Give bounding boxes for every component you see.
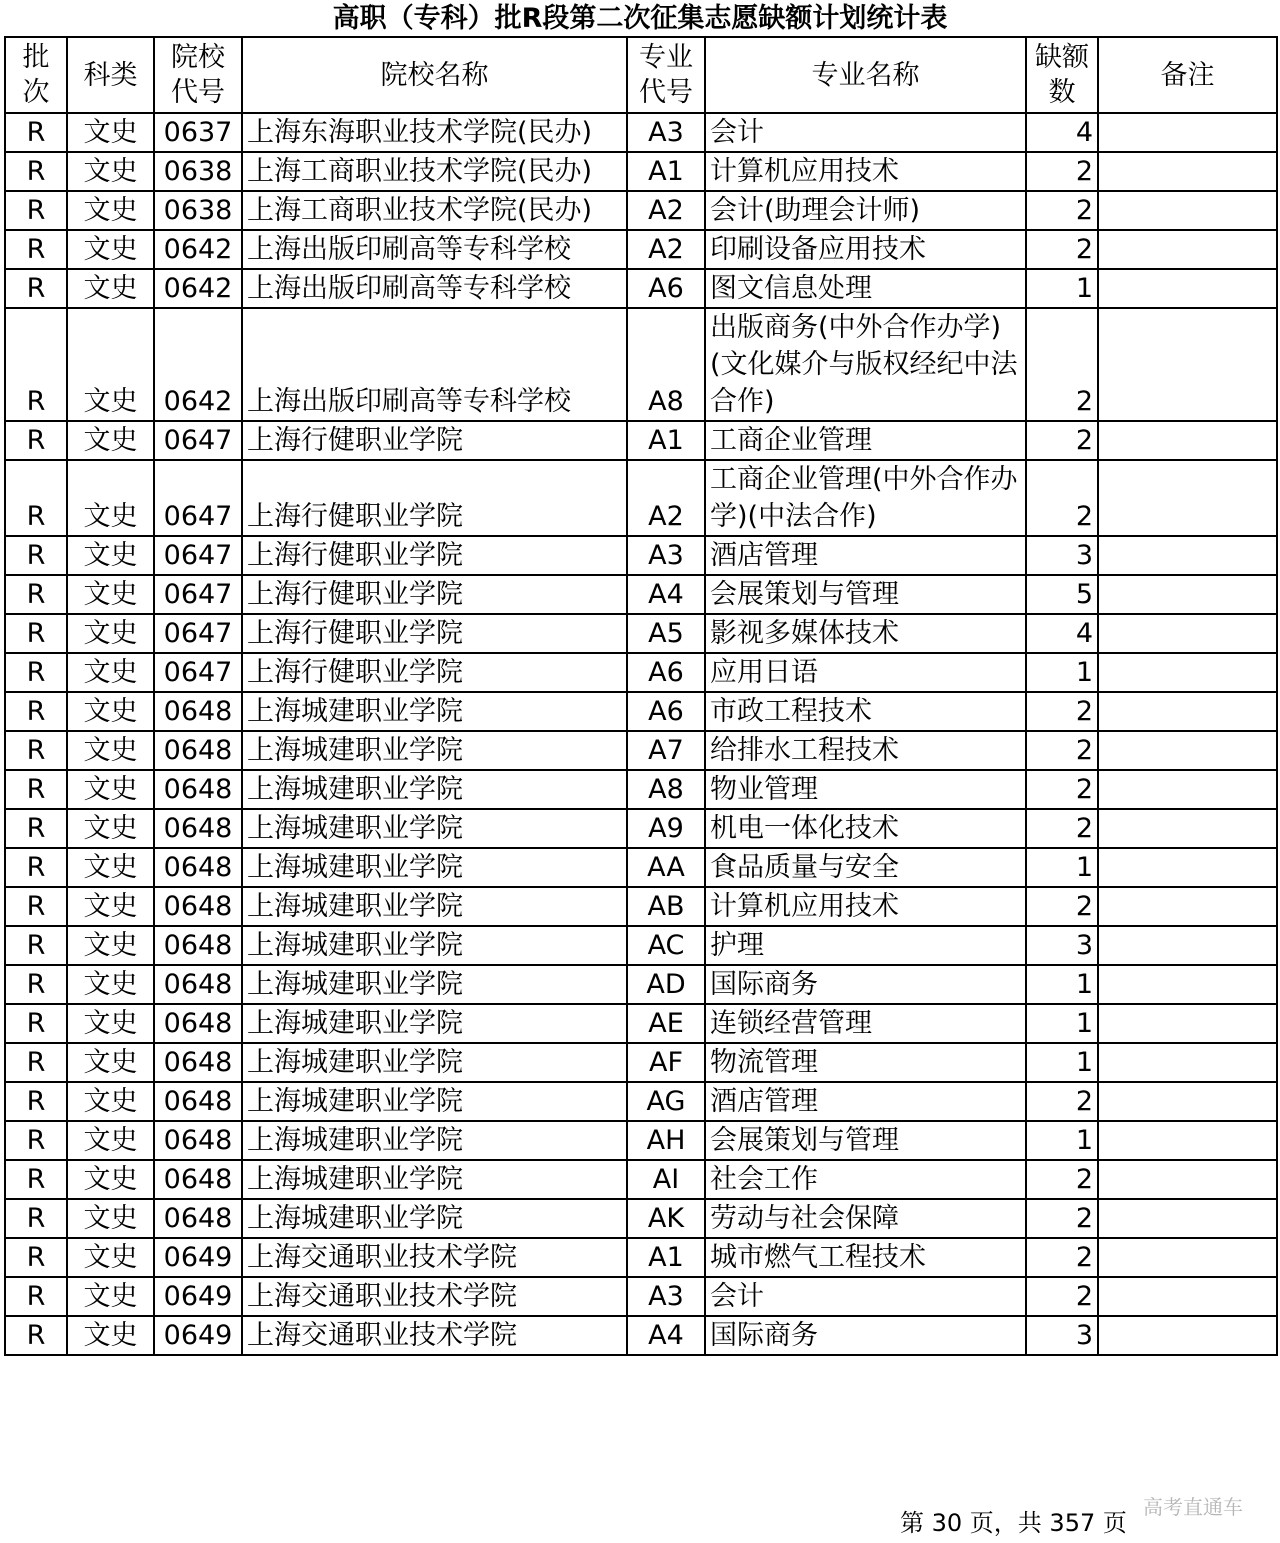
cell-school-name: 上海交通职业技术学院 bbox=[242, 1238, 627, 1277]
cell-remarks bbox=[1098, 1082, 1277, 1121]
cell-remarks bbox=[1098, 731, 1277, 770]
cell-shortfall: 3 bbox=[1026, 1316, 1098, 1355]
cell-major-code: AF bbox=[627, 1043, 705, 1082]
cell-remarks bbox=[1098, 460, 1277, 536]
table-row bbox=[5, 308, 1277, 421]
cell-remarks bbox=[1098, 614, 1277, 653]
cell-remarks bbox=[1098, 809, 1277, 848]
cell-remarks bbox=[1098, 1199, 1277, 1238]
cell-batch: R bbox=[5, 308, 67, 421]
cell-school-name: 上海城建职业学院 bbox=[242, 1160, 627, 1199]
cell-major-name: 城市燃气工程技术 bbox=[705, 1238, 1026, 1277]
cell-batch: R bbox=[5, 536, 67, 575]
cell-major-code: AD bbox=[627, 965, 705, 1004]
page-title: 高职（专科）批R段第二次征集志愿缺额计划统计表 bbox=[332, 3, 948, 34]
cell-major-code: A7 bbox=[627, 731, 705, 770]
table-row bbox=[5, 1004, 1277, 1043]
cell-major-name: 计算机应用技术 bbox=[705, 152, 1026, 191]
cell-major-name: 酒店管理 bbox=[705, 1082, 1026, 1121]
cell-category: 文史 bbox=[67, 308, 154, 421]
cell-major-name: 印刷设备应用技术 bbox=[705, 230, 1026, 269]
table-row bbox=[5, 614, 1277, 653]
header-cell-shortfall: 缺额数 bbox=[1026, 37, 1098, 113]
cell-major-code: A1 bbox=[627, 1238, 705, 1277]
cell-category: 文史 bbox=[67, 1316, 154, 1355]
cell-school-name: 上海行健职业学院 bbox=[242, 614, 627, 653]
cell-major-name: 食品质量与安全 bbox=[705, 848, 1026, 887]
cell-category: 文史 bbox=[67, 1199, 154, 1238]
table-row bbox=[5, 965, 1277, 1004]
cell-shortfall: 1 bbox=[1026, 653, 1098, 692]
cell-shortfall: 1 bbox=[1026, 965, 1098, 1004]
table-row bbox=[5, 152, 1277, 191]
cell-batch: R bbox=[5, 809, 67, 848]
cell-shortfall: 1 bbox=[1026, 1121, 1098, 1160]
cell-major-code: A3 bbox=[627, 113, 705, 152]
table-row bbox=[5, 809, 1277, 848]
cell-category: 文史 bbox=[67, 1160, 154, 1199]
table-row bbox=[5, 269, 1277, 308]
cell-school-code: 0648 bbox=[154, 1004, 242, 1043]
cell-batch: R bbox=[5, 575, 67, 614]
page-footer: 第 30 页，共 357 页 bbox=[900, 1509, 1127, 1537]
cell-major-name: 会展策划与管理 bbox=[705, 575, 1026, 614]
cell-remarks bbox=[1098, 965, 1277, 1004]
cell-batch: R bbox=[5, 1082, 67, 1121]
cell-category: 文史 bbox=[67, 887, 154, 926]
cell-remarks bbox=[1098, 269, 1277, 308]
cell-major-code: A1 bbox=[627, 421, 705, 460]
cell-school-code: 0648 bbox=[154, 1160, 242, 1199]
cell-major-name: 社会工作 bbox=[705, 1160, 1026, 1199]
cell-major-code: AB bbox=[627, 887, 705, 926]
cell-major-code: A6 bbox=[627, 653, 705, 692]
cell-remarks bbox=[1098, 308, 1277, 421]
cell-remarks bbox=[1098, 575, 1277, 614]
cell-category: 文史 bbox=[67, 653, 154, 692]
cell-remarks bbox=[1098, 926, 1277, 965]
cell-shortfall: 5 bbox=[1026, 575, 1098, 614]
cell-school-name: 上海城建职业学院 bbox=[242, 1199, 627, 1238]
cell-shortfall: 2 bbox=[1026, 191, 1098, 230]
cell-shortfall: 3 bbox=[1026, 536, 1098, 575]
cell-school-code: 0637 bbox=[154, 113, 242, 152]
cell-major-name: 国际商务 bbox=[705, 965, 1026, 1004]
table-row bbox=[5, 113, 1277, 152]
cell-batch: R bbox=[5, 1316, 67, 1355]
cell-major-name: 连锁经营管理 bbox=[705, 1004, 1026, 1043]
table-row bbox=[5, 887, 1277, 926]
table-row bbox=[5, 191, 1277, 230]
cell-category: 文史 bbox=[67, 152, 154, 191]
table-row bbox=[5, 1199, 1277, 1238]
cell-school-code: 0647 bbox=[154, 460, 242, 536]
cell-school-code: 0648 bbox=[154, 848, 242, 887]
cell-category: 文史 bbox=[67, 113, 154, 152]
cell-batch: R bbox=[5, 887, 67, 926]
cell-shortfall: 2 bbox=[1026, 460, 1098, 536]
cell-major-name: 应用日语 bbox=[705, 653, 1026, 692]
cell-school-code: 0642 bbox=[154, 308, 242, 421]
cell-school-code: 0642 bbox=[154, 230, 242, 269]
cell-shortfall: 1 bbox=[1026, 1043, 1098, 1082]
cell-school-name: 上海出版印刷高等专科学校 bbox=[242, 230, 627, 269]
cell-batch: R bbox=[5, 614, 67, 653]
cell-category: 文史 bbox=[67, 731, 154, 770]
table-row bbox=[5, 460, 1277, 536]
cell-major-code: A4 bbox=[627, 1316, 705, 1355]
cell-category: 文史 bbox=[67, 421, 154, 460]
cell-remarks bbox=[1098, 848, 1277, 887]
cell-shortfall: 2 bbox=[1026, 692, 1098, 731]
table-row bbox=[5, 770, 1277, 809]
cell-category: 文史 bbox=[67, 809, 154, 848]
cell-shortfall: 4 bbox=[1026, 113, 1098, 152]
cell-batch: R bbox=[5, 460, 67, 536]
cell-batch: R bbox=[5, 848, 67, 887]
cell-major-code: A5 bbox=[627, 614, 705, 653]
cell-category: 文史 bbox=[67, 692, 154, 731]
table-body bbox=[5, 113, 1277, 1355]
cell-shortfall: 2 bbox=[1026, 230, 1098, 269]
cell-batch: R bbox=[5, 421, 67, 460]
cell-category: 文史 bbox=[67, 614, 154, 653]
cell-school-name: 上海工商职业技术学院(民办) bbox=[242, 152, 627, 191]
header-cell-remarks: 备注 bbox=[1098, 37, 1277, 113]
cell-school-code: 0648 bbox=[154, 887, 242, 926]
table-header-row bbox=[5, 37, 1277, 113]
cell-shortfall: 1 bbox=[1026, 1004, 1098, 1043]
cell-school-name: 上海行健职业学院 bbox=[242, 460, 627, 536]
cell-remarks bbox=[1098, 1160, 1277, 1199]
cell-major-name: 物流管理 bbox=[705, 1043, 1026, 1082]
table-row bbox=[5, 536, 1277, 575]
table-row bbox=[5, 1316, 1277, 1355]
cell-shortfall: 4 bbox=[1026, 614, 1098, 653]
cell-remarks bbox=[1098, 1316, 1277, 1355]
cell-major-code: AK bbox=[627, 1199, 705, 1238]
cell-category: 文史 bbox=[67, 1004, 154, 1043]
cell-major-name: 劳动与社会保障 bbox=[705, 1199, 1026, 1238]
cell-school-name: 上海城建职业学院 bbox=[242, 1082, 627, 1121]
cell-school-name: 上海城建职业学院 bbox=[242, 692, 627, 731]
quota-table bbox=[4, 36, 1278, 1356]
cell-school-name: 上海城建职业学院 bbox=[242, 731, 627, 770]
cell-school-name: 上海行健职业学院 bbox=[242, 536, 627, 575]
cell-shortfall: 2 bbox=[1026, 770, 1098, 809]
cell-category: 文史 bbox=[67, 269, 154, 308]
cell-batch: R bbox=[5, 965, 67, 1004]
header-cell-school-name: 院校名称 bbox=[242, 37, 627, 113]
cell-school-name: 上海城建职业学院 bbox=[242, 887, 627, 926]
cell-remarks bbox=[1098, 1121, 1277, 1160]
cell-category: 文史 bbox=[67, 965, 154, 1004]
cell-major-code: A2 bbox=[627, 460, 705, 536]
cell-category: 文史 bbox=[67, 536, 154, 575]
cell-school-name: 上海城建职业学院 bbox=[242, 1121, 627, 1160]
cell-shortfall: 2 bbox=[1026, 308, 1098, 421]
cell-school-name: 上海交通职业技术学院 bbox=[242, 1277, 627, 1316]
header-cell-major-code: 专业代号 bbox=[627, 37, 705, 113]
cell-major-code: A3 bbox=[627, 536, 705, 575]
cell-shortfall: 2 bbox=[1026, 1160, 1098, 1199]
cell-major-code: AE bbox=[627, 1004, 705, 1043]
watermark: 高考直通车 bbox=[1143, 1495, 1243, 1519]
cell-category: 文史 bbox=[67, 848, 154, 887]
cell-batch: R bbox=[5, 1043, 67, 1082]
cell-school-name: 上海东海职业技术学院(民办) bbox=[242, 113, 627, 152]
cell-school-code: 0648 bbox=[154, 731, 242, 770]
cell-batch: R bbox=[5, 731, 67, 770]
cell-major-code: A9 bbox=[627, 809, 705, 848]
table-row bbox=[5, 421, 1277, 460]
cell-batch: R bbox=[5, 1277, 67, 1316]
cell-batch: R bbox=[5, 692, 67, 731]
header-cell-category: 科类 bbox=[67, 37, 154, 113]
cell-major-name: 护理 bbox=[705, 926, 1026, 965]
table-row bbox=[5, 1121, 1277, 1160]
cell-major-name: 国际商务 bbox=[705, 1316, 1026, 1355]
cell-major-name: 会计 bbox=[705, 1277, 1026, 1316]
cell-remarks bbox=[1098, 1004, 1277, 1043]
cell-shortfall: 2 bbox=[1026, 1238, 1098, 1277]
cell-remarks bbox=[1098, 1238, 1277, 1277]
table-row bbox=[5, 1277, 1277, 1316]
cell-shortfall: 2 bbox=[1026, 1199, 1098, 1238]
cell-shortfall: 2 bbox=[1026, 809, 1098, 848]
cell-remarks bbox=[1098, 230, 1277, 269]
cell-remarks bbox=[1098, 653, 1277, 692]
cell-batch: R bbox=[5, 926, 67, 965]
table-row bbox=[5, 230, 1277, 269]
cell-school-code: 0648 bbox=[154, 1121, 242, 1160]
cell-school-name: 上海城建职业学院 bbox=[242, 770, 627, 809]
cell-batch: R bbox=[5, 1238, 67, 1277]
cell-school-name: 上海出版印刷高等专科学校 bbox=[242, 308, 627, 421]
cell-major-name: 机电一体化技术 bbox=[705, 809, 1026, 848]
cell-batch: R bbox=[5, 230, 67, 269]
cell-category: 文史 bbox=[67, 1121, 154, 1160]
table-row bbox=[5, 1160, 1277, 1199]
cell-remarks bbox=[1098, 1043, 1277, 1082]
cell-school-name: 上海城建职业学院 bbox=[242, 1043, 627, 1082]
cell-shortfall: 2 bbox=[1026, 152, 1098, 191]
cell-remarks bbox=[1098, 113, 1277, 152]
cell-remarks bbox=[1098, 692, 1277, 731]
cell-school-name: 上海城建职业学院 bbox=[242, 1004, 627, 1043]
cell-major-code: A4 bbox=[627, 575, 705, 614]
cell-major-code: AH bbox=[627, 1121, 705, 1160]
table-row bbox=[5, 653, 1277, 692]
cell-remarks bbox=[1098, 191, 1277, 230]
cell-remarks bbox=[1098, 152, 1277, 191]
cell-school-name: 上海行健职业学院 bbox=[242, 575, 627, 614]
cell-school-code: 0648 bbox=[154, 1082, 242, 1121]
cell-major-name: 图文信息处理 bbox=[705, 269, 1026, 308]
cell-school-code: 0648 bbox=[154, 692, 242, 731]
cell-major-code: A3 bbox=[627, 1277, 705, 1316]
cell-major-name: 出版商务(中外合作办学)(文化媒介与版权经纪中法合作) bbox=[705, 308, 1026, 421]
cell-major-name: 物业管理 bbox=[705, 770, 1026, 809]
cell-major-name: 市政工程技术 bbox=[705, 692, 1026, 731]
cell-shortfall: 1 bbox=[1026, 269, 1098, 308]
cell-school-name: 上海工商职业技术学院(民办) bbox=[242, 191, 627, 230]
cell-school-name: 上海交通职业技术学院 bbox=[242, 1316, 627, 1355]
cell-major-name: 会展策划与管理 bbox=[705, 1121, 1026, 1160]
cell-major-name: 影视多媒体技术 bbox=[705, 614, 1026, 653]
table-row bbox=[5, 926, 1277, 965]
cell-school-code: 0642 bbox=[154, 269, 242, 308]
table-row bbox=[5, 1043, 1277, 1082]
cell-school-code: 0648 bbox=[154, 1043, 242, 1082]
header-cell-batch: 批次 bbox=[5, 37, 67, 113]
cell-shortfall: 2 bbox=[1026, 887, 1098, 926]
header-cell-major-name: 专业名称 bbox=[705, 37, 1026, 113]
cell-school-code: 0649 bbox=[154, 1277, 242, 1316]
cell-batch: R bbox=[5, 1004, 67, 1043]
cell-batch: R bbox=[5, 152, 67, 191]
cell-school-code: 0649 bbox=[154, 1238, 242, 1277]
cell-batch: R bbox=[5, 191, 67, 230]
cell-remarks bbox=[1098, 421, 1277, 460]
cell-school-code: 0647 bbox=[154, 421, 242, 460]
cell-major-name: 给排水工程技术 bbox=[705, 731, 1026, 770]
cell-remarks bbox=[1098, 887, 1277, 926]
cell-category: 文史 bbox=[67, 1238, 154, 1277]
cell-school-code: 0647 bbox=[154, 575, 242, 614]
cell-school-code: 0648 bbox=[154, 1199, 242, 1238]
cell-major-code: A8 bbox=[627, 770, 705, 809]
cell-shortfall: 2 bbox=[1026, 1277, 1098, 1316]
cell-batch: R bbox=[5, 770, 67, 809]
cell-school-code: 0647 bbox=[154, 653, 242, 692]
table-row bbox=[5, 1238, 1277, 1277]
cell-major-code: A8 bbox=[627, 308, 705, 421]
header-cell-school-code: 院校代号 bbox=[154, 37, 242, 113]
cell-major-name: 计算机应用技术 bbox=[705, 887, 1026, 926]
cell-major-code: AA bbox=[627, 848, 705, 887]
cell-school-name: 上海行健职业学院 bbox=[242, 421, 627, 460]
cell-category: 文史 bbox=[67, 1082, 154, 1121]
cell-school-code: 0638 bbox=[154, 191, 242, 230]
table-row bbox=[5, 848, 1277, 887]
cell-major-name: 工商企业管理(中外合作办学)(中法合作) bbox=[705, 460, 1026, 536]
cell-category: 文史 bbox=[67, 230, 154, 269]
cell-school-name: 上海城建职业学院 bbox=[242, 809, 627, 848]
cell-remarks bbox=[1098, 770, 1277, 809]
table-row bbox=[5, 731, 1277, 770]
cell-major-code: A2 bbox=[627, 230, 705, 269]
cell-category: 文史 bbox=[67, 770, 154, 809]
cell-major-code: AI bbox=[627, 1160, 705, 1199]
cell-shortfall: 2 bbox=[1026, 731, 1098, 770]
cell-remarks bbox=[1098, 1277, 1277, 1316]
cell-shortfall: 2 bbox=[1026, 1082, 1098, 1121]
cell-major-code: AC bbox=[627, 926, 705, 965]
cell-school-code: 0647 bbox=[154, 614, 242, 653]
cell-batch: R bbox=[5, 1121, 67, 1160]
cell-category: 文史 bbox=[67, 1277, 154, 1316]
cell-school-name: 上海行健职业学院 bbox=[242, 653, 627, 692]
cell-category: 文史 bbox=[67, 460, 154, 536]
cell-school-code: 0649 bbox=[154, 1316, 242, 1355]
cell-batch: R bbox=[5, 653, 67, 692]
cell-school-name: 上海出版印刷高等专科学校 bbox=[242, 269, 627, 308]
cell-school-code: 0648 bbox=[154, 809, 242, 848]
cell-major-name: 会计(助理会计师) bbox=[705, 191, 1026, 230]
cell-school-code: 0648 bbox=[154, 770, 242, 809]
cell-category: 文史 bbox=[67, 926, 154, 965]
cell-major-code: AG bbox=[627, 1082, 705, 1121]
cell-major-name: 酒店管理 bbox=[705, 536, 1026, 575]
cell-major-name: 工商企业管理 bbox=[705, 421, 1026, 460]
cell-school-name: 上海城建职业学院 bbox=[242, 965, 627, 1004]
cell-major-code: A1 bbox=[627, 152, 705, 191]
cell-major-name: 会计 bbox=[705, 113, 1026, 152]
cell-shortfall: 1 bbox=[1026, 848, 1098, 887]
cell-school-name: 上海城建职业学院 bbox=[242, 848, 627, 887]
cell-major-code: A6 bbox=[627, 692, 705, 731]
cell-category: 文史 bbox=[67, 1043, 154, 1082]
cell-school-code: 0638 bbox=[154, 152, 242, 191]
cell-category: 文史 bbox=[67, 575, 154, 614]
cell-shortfall: 3 bbox=[1026, 926, 1098, 965]
cell-category: 文史 bbox=[67, 191, 154, 230]
cell-school-name: 上海城建职业学院 bbox=[242, 926, 627, 965]
cell-major-code: A2 bbox=[627, 191, 705, 230]
cell-remarks bbox=[1098, 536, 1277, 575]
table-row bbox=[5, 1082, 1277, 1121]
cell-school-code: 0647 bbox=[154, 536, 242, 575]
cell-school-code: 0648 bbox=[154, 965, 242, 1004]
cell-batch: R bbox=[5, 269, 67, 308]
cell-batch: R bbox=[5, 113, 67, 152]
cell-batch: R bbox=[5, 1199, 67, 1238]
cell-major-code: A6 bbox=[627, 269, 705, 308]
cell-shortfall: 2 bbox=[1026, 421, 1098, 460]
cell-batch: R bbox=[5, 1160, 67, 1199]
cell-school-code: 0648 bbox=[154, 926, 242, 965]
table-row bbox=[5, 575, 1277, 614]
table-row bbox=[5, 692, 1277, 731]
